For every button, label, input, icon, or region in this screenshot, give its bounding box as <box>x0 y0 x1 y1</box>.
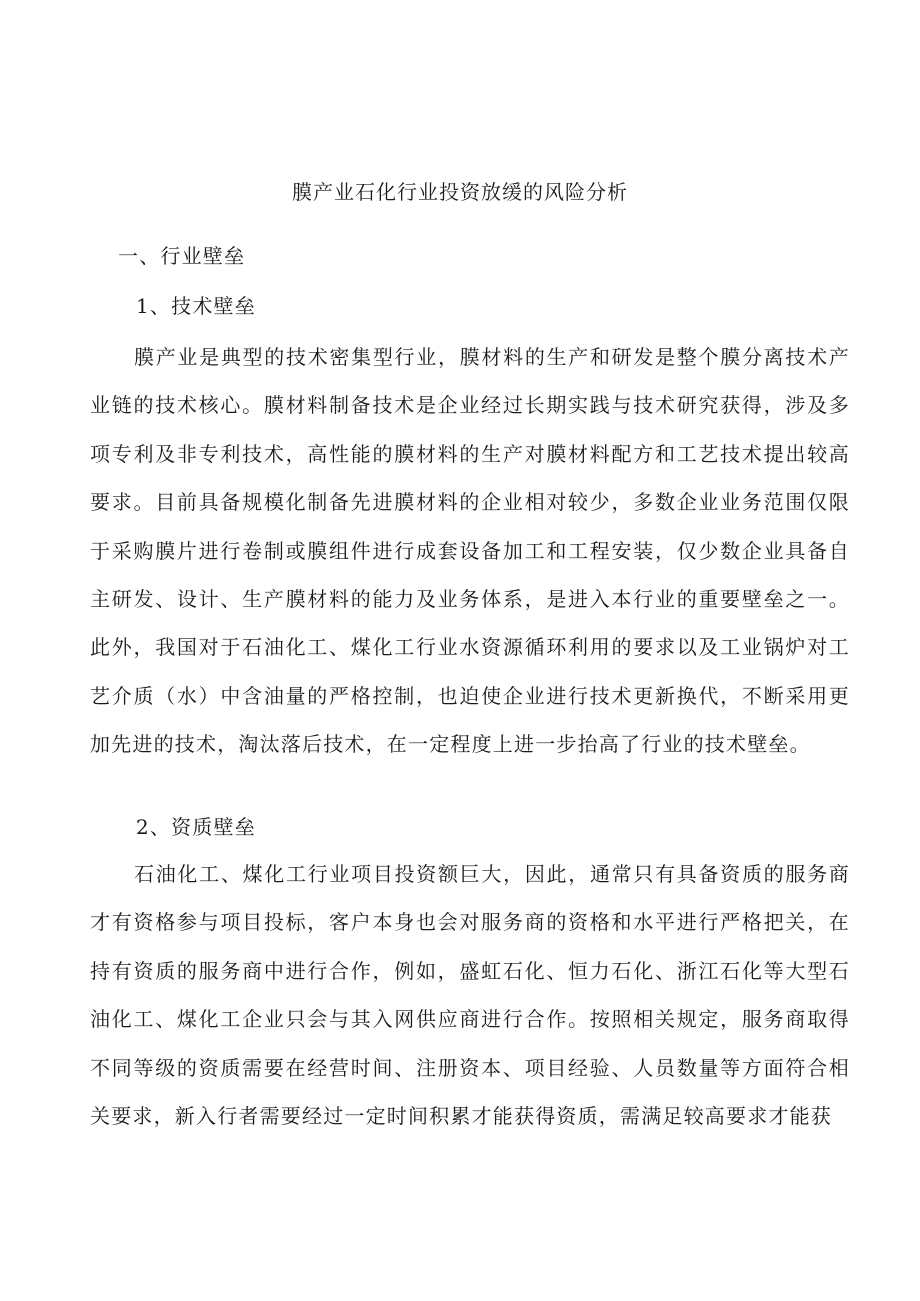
paragraph-technology-barrier <box>90 333 850 769</box>
paragraph-qualification-barrier <box>90 850 850 1140</box>
subsection-heading-technology: 1、技术壁垒 <box>136 294 256 318</box>
section-heading: 一、行业壁垒 <box>118 244 246 268</box>
subsection-heading-qualification: 2、资质壁垒 <box>136 815 256 839</box>
document-title: 膜产业石化行业投资放缓的风险分析 <box>292 180 628 204</box>
paragraph-text: 膜产业是典型的技术密集型行业，膜材料的生产和研发是整个膜分离技术产业链的技术核心。膜材料制备技术是企业经过长期实践与技术研究获得，涉及多项专利及非专利技术，高性能的膜材料的生产对膜材料配方和工艺技术提出较高要求。目前具备规模化制备先进膜材料的企业相对较少，多数企业业务范围仅限于采购膜片进行卷制或膜组件进行成套设备加工和工程安装，仅少数企业具备自主研发、设计、生产膜材料的能力及业务体系，是进入本行业的重要壁垒之一。此外，我国对于石油化工、煤化工行业水资源循环利用的要求以及工业锅炉对工艺介质（水）中含油量的严格控制，也迫使企业进行技术更新换代，不断采用更加先进的技术，淘汰落后技术，在一定程度上进一步抬高了行业的技术壁垒。 <box>90 345 850 757</box>
paragraph-text: 石油化工、煤化工行业项目投资额巨大，因此，通常只有具备资质的服务商才有资格参与项目投标，客户本身也会对服务商的资格和水平进行严格把关，在持有资质的服务商中进行合作，例如，盛虹石化、恒力石化、浙江石化等大型石油化工、煤化工企业只会与其入网供应商进行合作。按照相关规定，服务商取得不同等级的资质需要在经营时间、注册资本、项目经验、人员数量等方面符合相关要求，新入行者需要经过一定时间积累才能获得资质，需满足较高要求才能获 <box>90 862 850 1129</box>
